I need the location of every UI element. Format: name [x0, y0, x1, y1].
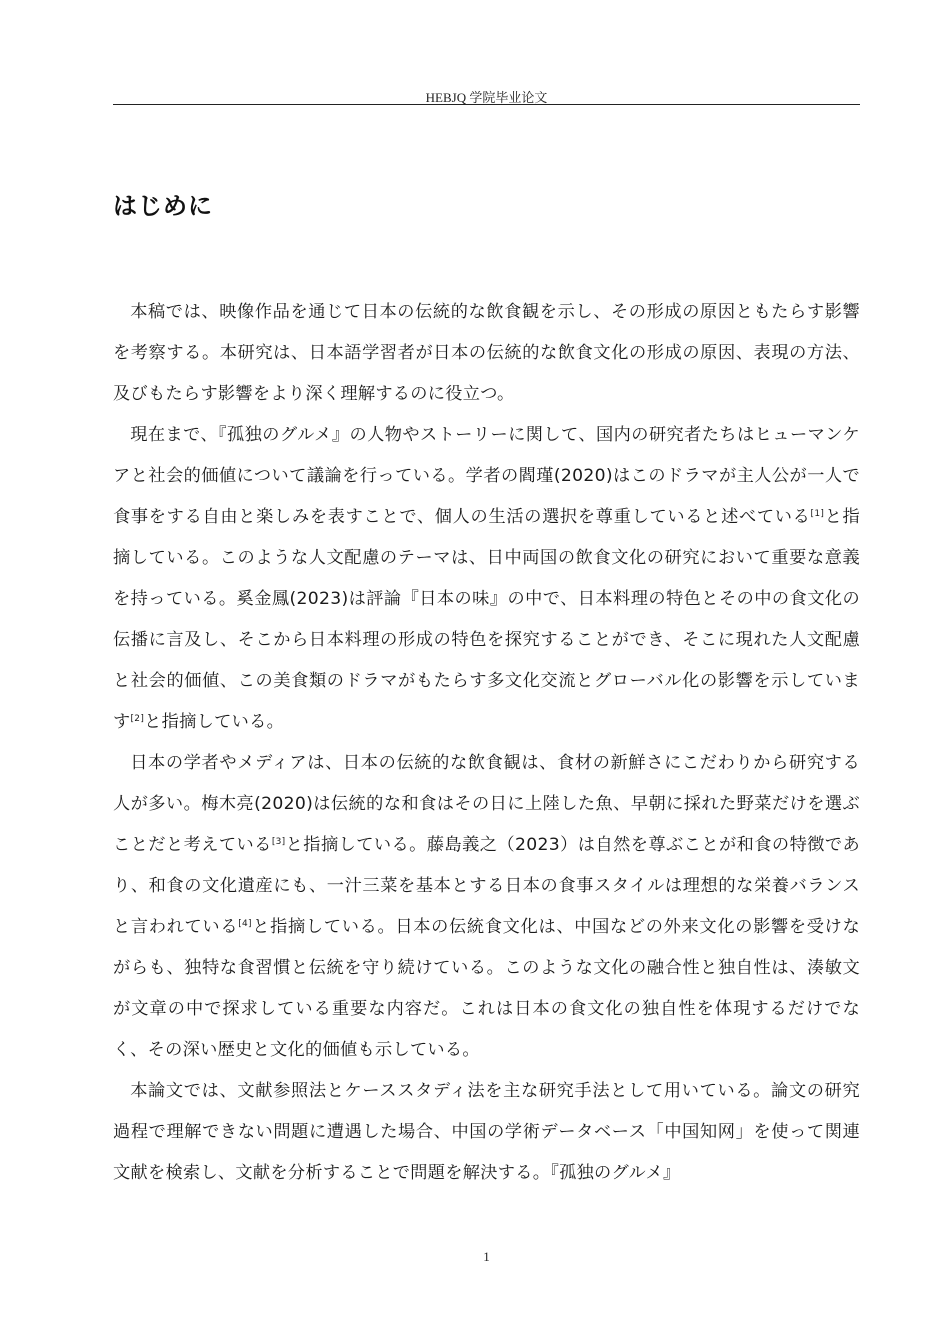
paragraph-text: 本稿では、映像作品を通じて日本の伝統的な飲食観を示し、その形成の原因ともたらす影響を考察する。本研究は、日本語学習者が日本の伝統的な飲食文化の形成の原因、表現の方法、及びもたらす影響をより深く理解するのに役立つ。 — [113, 302, 860, 404]
citation-ref: [2] — [130, 714, 145, 724]
page-number: 1 — [483, 1249, 490, 1264]
paragraph — [113, 743, 860, 1071]
paragraph-text: と指摘している。藤島義之（2023）は自然を尊ぶことが和食の特徴であり、和食の文化遺産にも、一汁三菜を基本とする日本の食事スタイルは理想的な栄養バランスと言われている — [113, 835, 860, 937]
paragraph-text: 現在まで、『孤独のグルメ』の人物やストーリーに関して、国内の研究者たちはヒューマンケアと社会的価値について議論を行っている。学者の閻瑾(2020)はこのドラマが主人公が一人で食事をする自由と楽しみを表すことで、個人の生活の選択を尊重していると述べている — [113, 425, 860, 527]
paragraph-text: 本論文では、文献参照法とケーススタディ法を主な研究手法として用いている。論文の研究過程で理解できない問題に遭遇した場合、中国の学術データベース「中国知网」を使って関連文献を検索し、文献を分析することで問題を解決する。『孤独のグルメ』 — [113, 1081, 860, 1183]
paragraph-text: と指摘している。このような人文配慮のテーマは、日中両国の飲食文化の研究において重要な意義を持っている。奚金鳳(2023)は評論『日本の味』の中で、日本料理の特色とその中の食文化の伝播に言及し、そこから日本料理の形成の特色を探究することができ、そこに現れた人文配慮と社会的価値、この美食類のドラマがもたらす多文化交流とグローバル化の影響を示しています — [113, 507, 860, 732]
paragraph-text: 日本の学者やメディアは、日本の伝統的な飲食観は、食材の新鮮さにこだわりから研究する人が多い。梅木亮(2020)は伝統的な和食はその日に上陸した魚、早朝に採れた野菜だけを選ぶことだと考えている — [113, 753, 860, 855]
citation-ref: [4] — [238, 919, 252, 929]
paragraph-text: と指摘している。 — [144, 712, 285, 732]
paragraph — [113, 1071, 860, 1194]
paragraph-text: と指摘している。日本の伝統食文化は、中国などの外来文化の影響を受けながらも、独特な食習慣と伝統を守り続けている。このような文化の融合性と独自性は、湊敏文が文章の中で探求している重要な内容だ。これは日本の食文化の独自性を体現するだけでなく、その深い歴史と文化的価値も示している。 — [113, 917, 861, 1060]
section-heading: はじめに — [113, 191, 213, 220]
paragraph — [113, 415, 860, 743]
header-rule — [113, 104, 860, 105]
running-header: HEBJQ 学院毕业论文 — [425, 90, 548, 105]
citation-ref: [3] — [271, 837, 286, 847]
paragraph — [113, 292, 860, 415]
citation-ref: [1] — [810, 509, 825, 519]
body-text — [113, 292, 860, 1194]
